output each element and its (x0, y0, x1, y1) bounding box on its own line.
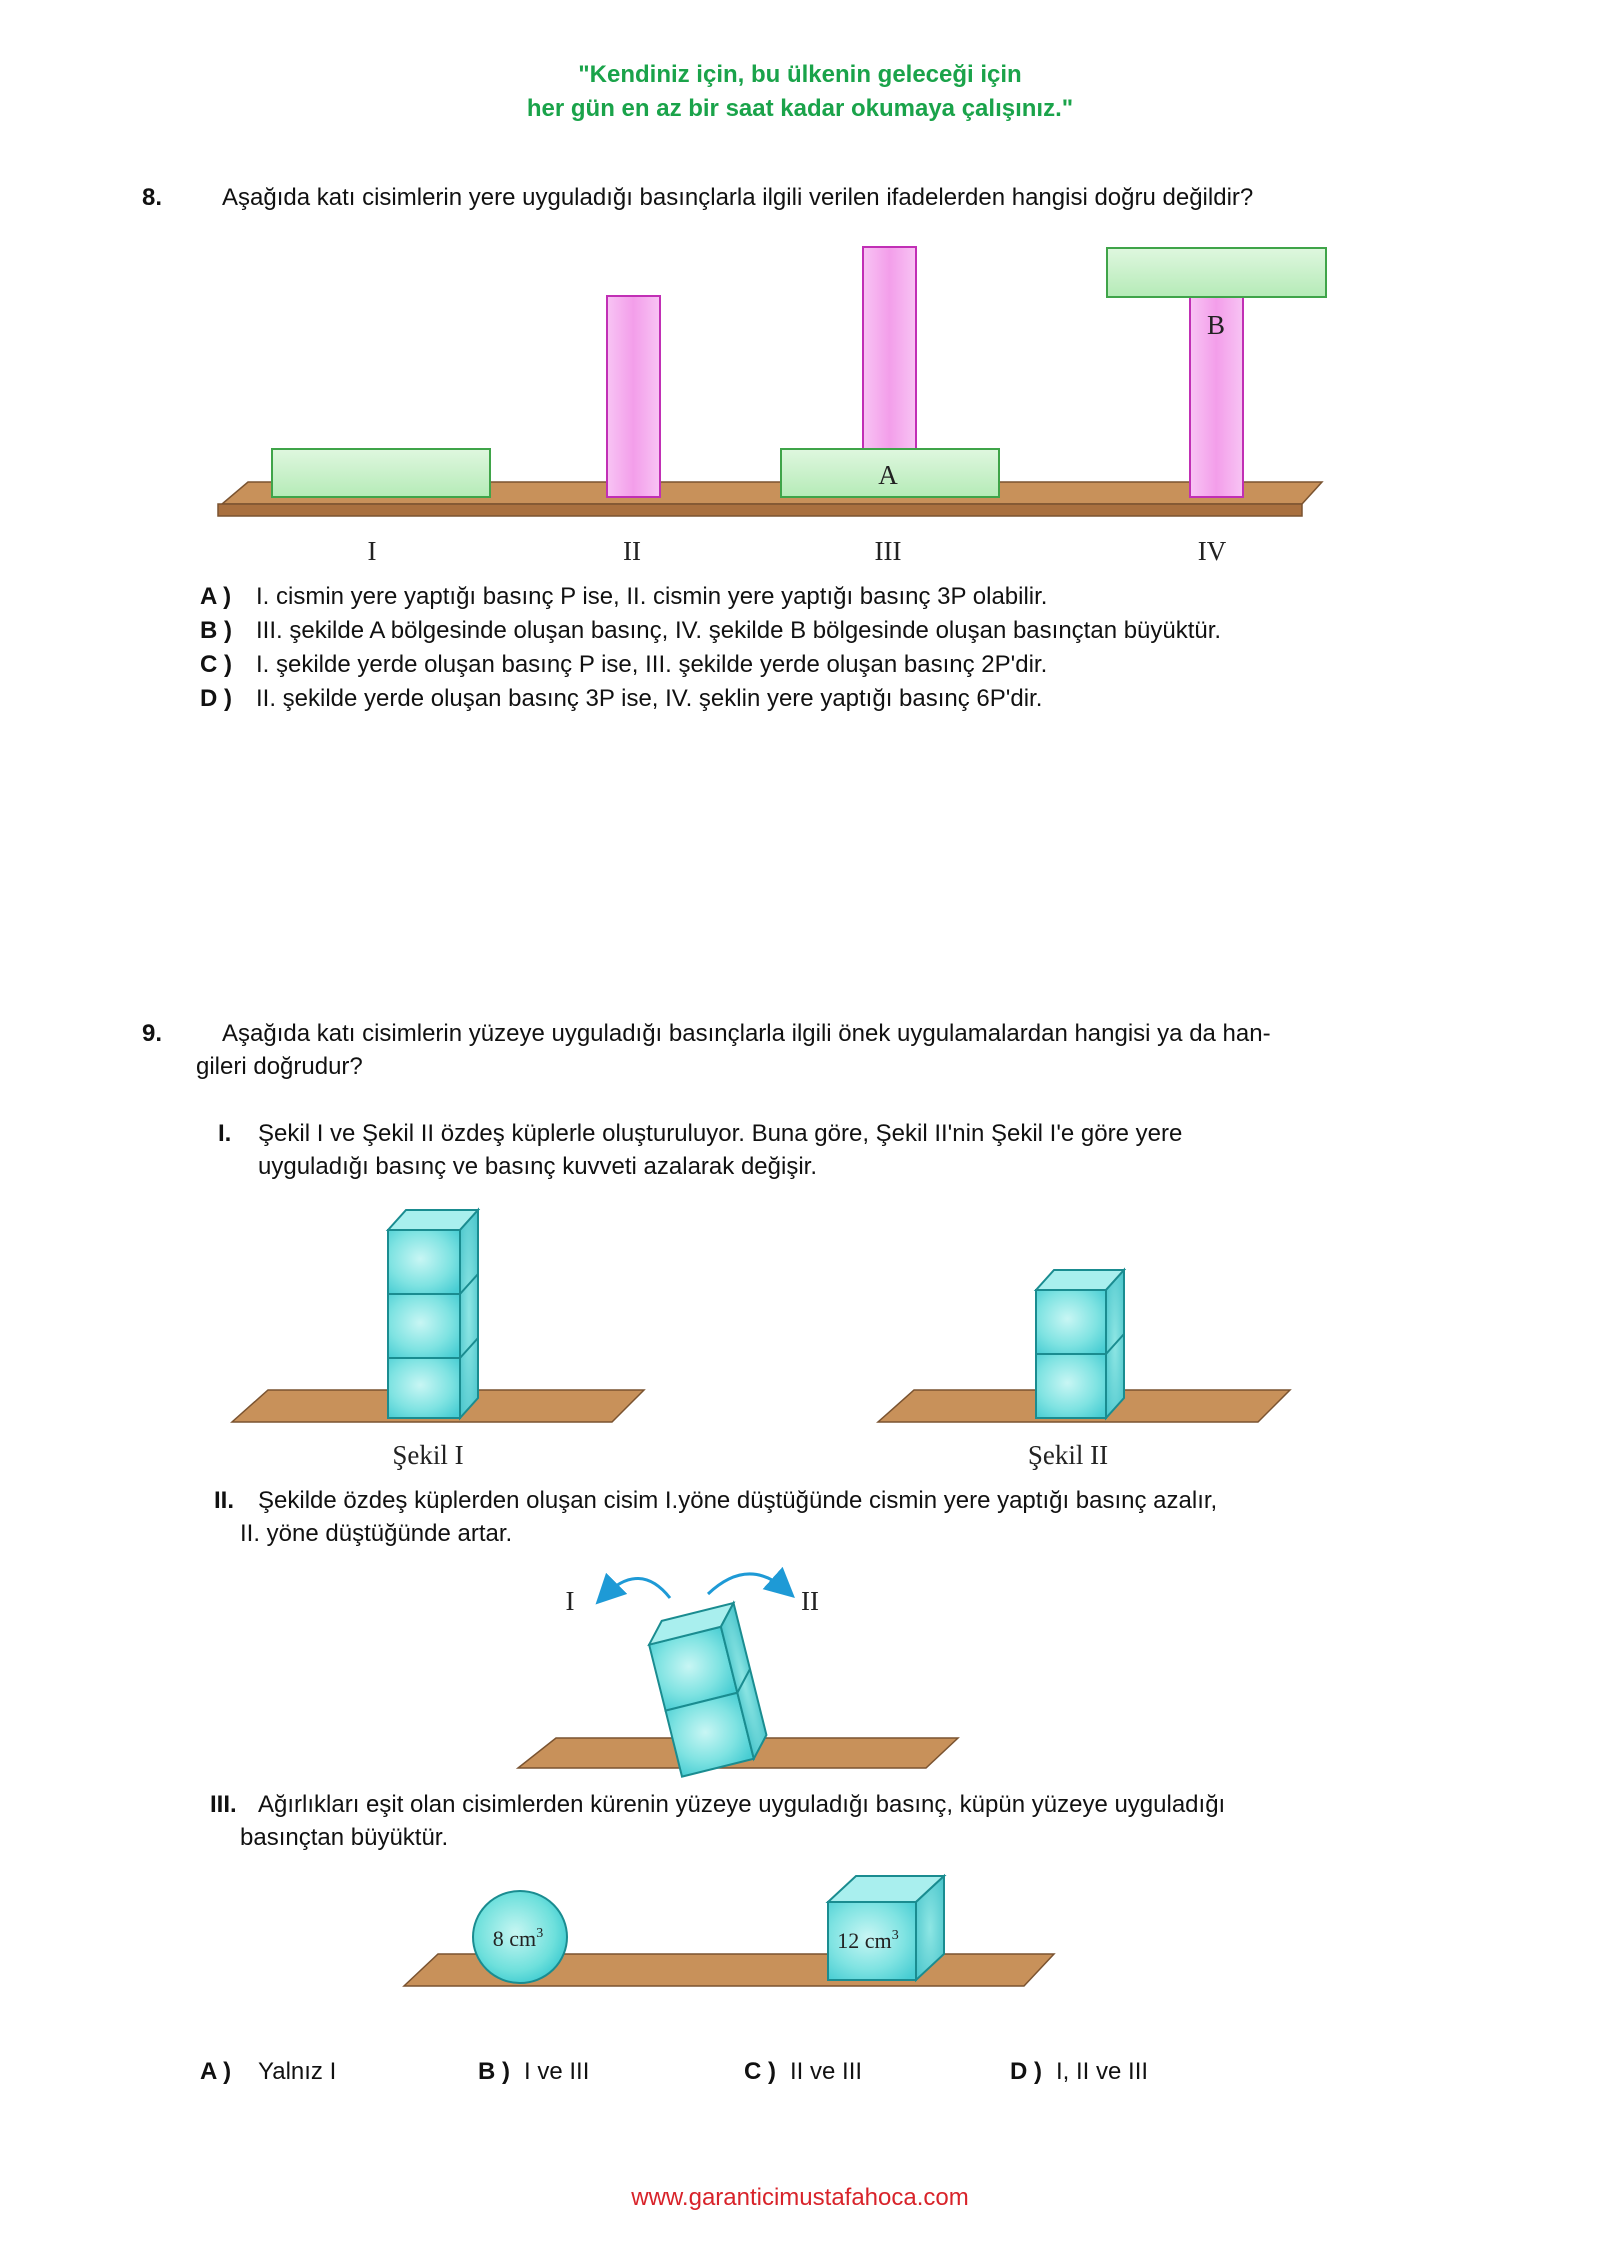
q9-statement-III-line-2: basınçtan büyüktür. (240, 1824, 449, 1851)
q8-option-b-text: III. şekilde A bölgesinde oluşan basınç, IV. şekilde B bölgesinde oluşan basınçtan büyüktür. (256, 617, 1222, 644)
q9-option-b-text: I ve III (524, 2058, 590, 2085)
q9-option-c-text: II ve III (790, 2058, 863, 2085)
q9-option-b[interactable] (478, 2055, 589, 2088)
q9-statement-I-line-2: uyguladığı basınç ve basınç kuvveti azalarak değişir. (258, 1153, 817, 1180)
q9-statement-I-roman: I. (218, 1120, 232, 1147)
q9-statement-I-line-1: Şekil I ve Şekil II özdeş küplerle oluşturuluyor. Buna göre, Şekil II'nin Şekil I'e göre yere (258, 1120, 1183, 1147)
q9-option-a[interactable] (200, 2055, 336, 2088)
q9-statement-III-line-1: Ağırlıkları eşit olan cisimlerden kürenin yüzeye uyguladığı basınç, küpün yüzeye uyguladığı (258, 1791, 1226, 1818)
q8-option-a[interactable] (200, 580, 1047, 613)
q8-option-c-label: C ) (200, 651, 232, 678)
q9-arrow-right (708, 1574, 786, 1594)
q9-option-c[interactable] (744, 2055, 862, 2088)
q9-option-c-label: C ) (744, 2058, 776, 2085)
q8-label-III: III (874, 536, 902, 566)
q9-sphere-volume: 8 $cm^3$ (492, 1926, 544, 1951)
q8-block-IV-green (1107, 248, 1326, 297)
q9-cube-volume: 12 $cm^3$ (837, 1928, 899, 1953)
q8-option-a-label: A ) (200, 583, 232, 610)
q9-fig1-stack-2-cubes (1036, 1270, 1124, 1418)
q8-option-d-label: D ) (200, 685, 232, 712)
q8-block-III-pink (863, 247, 916, 449)
q9-statement-II-roman: II. (214, 1487, 235, 1514)
q8-option-d-text: II. şekilde yerde oluşan basınç 3P ise, IV. şeklin yere yaptığı basınç 6P'dir. (256, 685, 1043, 712)
q9-option-a-label: A ) (200, 2058, 232, 2085)
q9-option-d[interactable] (1010, 2055, 1148, 2088)
q9-text-line-2: gileri doğrudur? (196, 1053, 363, 1080)
q9-statement-II-line-2: II. yöne düştüğünde artar. (240, 1520, 513, 1547)
q9-number: 9. (142, 1020, 163, 1047)
q9-caption-sekil-I: Şekil I (392, 1440, 464, 1470)
q9-direction-II: II (801, 1586, 819, 1616)
q8-block-I (272, 449, 490, 497)
footer-website-link[interactable]: www.garanticimustafahoca.com (631, 2184, 969, 2211)
q8-region-a: A (878, 460, 898, 490)
q8-text: Aşağıda katı cisimlerin yere uyguladığı basınçlarla ilgili verilen ifadelerden hangisi doğru değildir? (222, 184, 1254, 211)
q9-fig1-stack-3-cubes (388, 1210, 478, 1418)
q8-number: 8. (142, 184, 163, 211)
q8-option-c-text: I. şekilde yerde oluşan basınç P ise, III. şekilde yerde oluşan basınç 2P'dir. (256, 651, 1048, 678)
q9-option-d-text: I, II ve III (1056, 2058, 1149, 2085)
q9-option-b-label: B ) (478, 2058, 510, 2085)
q9-option-a-text: Yalnız I (258, 2058, 337, 2085)
q8-label-I: I (367, 536, 377, 566)
q9-text-line-1: Aşağıda katı cisimlerin yüzeye uyguladığı basınçlarla ilgili önek uygulamalardan hangisi ya da han- (222, 1020, 1271, 1047)
q8-block-II (607, 296, 660, 497)
q9-arrow-left (604, 1578, 670, 1598)
q8-option-d[interactable] (200, 682, 1042, 715)
q8-option-a-text: I. cismin yere yaptığı basınç P ise, II. cismin yere yaptığı basınç 3P olabilir. (256, 583, 1048, 610)
q9-statement-II-line-1: Şekilde özdeş küplerden oluşan cisim I.yöne düştüğünde cismin yere yaptığı basınç azalır, (258, 1487, 1218, 1514)
q8-label-IV: IV (1197, 536, 1227, 566)
q9-option-d-label: D ) (1010, 2058, 1042, 2085)
motto-line-2: her gün en az bir saat kadar okumaya çalışınız." (526, 95, 1074, 122)
motto-line-1: "Kendiniz için, bu ülkenin geleceği için (578, 61, 1022, 88)
q9-direction-I: I (565, 1586, 575, 1616)
q9-caption-sekil-II: Şekil II (1027, 1440, 1109, 1470)
q8-option-b[interactable] (200, 614, 1221, 647)
q8-region-b: B (1206, 310, 1226, 340)
q8-label-II: II (623, 536, 641, 566)
q8-option-b-label: B ) (200, 617, 232, 644)
q9-statement-III-roman: III. (210, 1791, 237, 1818)
q8-option-c[interactable] (200, 648, 1047, 681)
